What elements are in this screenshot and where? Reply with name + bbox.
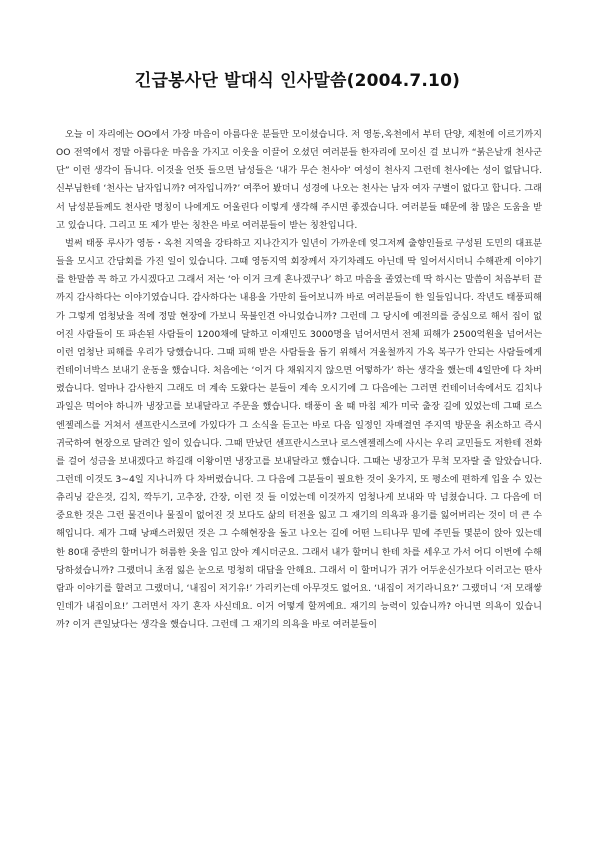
paragraph: 오늘 이 자리에는 OO에서 가장 마음이 아름다운 분들만 모이셨습니다. 저 영동,옥천에서 부터 단양, 제천에 이르기까지 OO 전역에서 정말 아름다운 마음을 가지고 이웃을 이끌어 오셨던 여러분들 한자리에 모이신 걸 보니까 “붉은날개 천사군단” 이런 생각이 듭니다. 이것을 언뜻 들으면 남성들은 ‘내가 무슨 천사야’ 여성이 천사지 그런데 천사에는 성이 없답니다. 신부님한테 ‘천사는 남자입니까? 여자입니까?’ 여쭈어 봤더니 성경에 나오는 천사는 남자 여자 구별이 없다고 합니다. 그래서 남성분들께도 천사란 명칭이 나에게도 어울린다 이렇게 생각해 주시면 좋겠습니다. 여러분들 때문에 참 많은 도움을 받고 있습니다. 그리고 또 제가 받는 칭찬은 바로 여러분들이 받는 칭찬입니다. [56,129,542,231]
document-title: 긴급봉사단 발대식 인사말씀(2004.7.10) [134,71,461,91]
document-body [56,126,542,634]
paragraph: 벌써 태풍 루사가 영동・옥천 지역을 강타하고 지나간지가 일년이 가까운데 엊그저께 출향인들로 구성된 도민의 대표분들을 모시고 간담회를 가진 일이 있습니다. 그때 영동지역 회장께서 자기차례도 아닌데 딱 일어서시더니 수해관계 이야기를 한말씀 꼭 하고 가시겠다고 그래서 저는 ‘아 이거 크게 혼나겠구나’ 하고 마음을 졸였는데 딱 하시는 말씀이 처음부터 끝까지 감사하다는 이야기였습니다. 감사하다는 내용을 가만히 들어보니까 바로 여러분들이 한 일들입니다. 작년도 태풍피해가 그렇게 엄청났을 적에 정말 현장에 가보니 묵불인견 아니었습니까? 그런데 그 당시에 예전의를 중심으로 해서 집이 없어진 사람들이 또 파손된 사람들이 1200채에 달하고 이재민도 3000명을 넘어서면서 전체 피해가 2500억원을 넘어서는 이런 엄청난 피해를 우리가 당했습니다. 그때 피해 받은 사람들을 돕기 위해서 겨울철까지 가옥 복구가 안되는 사람들에게 컨테이너박스 보내기 운동을 했습니다. 처음에는 ‘이거 다 채워지지 않으면 어떻하가’ 하는 생각을 했는데 4일만에 다 차버렸습니다. 얼마나 감사한지 그래도 더 계속 도왔다는 분들이 계속 오시기에 그 다음에는 그러면 컨테이너속에서도 김치나 과일은 먹어야 하니까 냉장고를 보내달라고 주문을 했습니다. 태풍이 올 때 마침 제가 미국 출장 길에 있었는데 그때 로스엔젤레스를 거쳐서 센프란시스코에 가있다가 그 소식을 듣고는 바로 다음 일정인 자매결연 주지역 방문을 취소하고 즉시 귀국하여 현장으로 달려간 일이 있습니다. 그때 만났던 센프란시스코나 로스엔젤레스에 사시는 우리 교민들도 저한테 전화를 걸어 성금을 보내겠다고 하길래 이왕이면 냉장고를 보내달라고 했습니다. 그때는 냉장고가 무척 모자랄 줄 알았습니다. 그런데 이것도 3~4일 지나니까 다 차버렸습니다. 그 다음에 그분들이 필요한 것이 옷가지, 또 평소에 편하게 입을 수 있는 츄리닝 같은것, 김치, 깍두기, 고추장, 간장, 이런 것 들 이었는데 이것까지 엄청나게 보내와 막 넘쳤습니다. 그 다음에 더 중요한 것은 그런 물건이나 물질이 없어진 것 보다도 삶의 터전을 잃고 그 재기의 의욕과 용기를 잃어버리는 것이 더 큰 수해입니다. 제가 그때 낭패스러웠던 것은 그 수해현장을 돌고 나오는 길에 어떤 느티나무 밑에 주민들 몇분이 앉아 있는데 한 80대 중반의 할머니가 허름한 옷을 입고 앉아 계시더군요. 그래서 내가 할머니 한테 차를 세우고 가서 어디 이번에 수해 당하셨습니까? 그랬더니 초점 잃은 눈으로 멍청히 대답을 안해요. 그래서 이 할머니가 귀가 어두운신가보다 이러고는 딴사람과 이야기를 할려고 그랬더니, ‘내집이 저기유!’ 가리키는데 아무것도 없어요. ‘내집이 저기라니요?’ 그랬더니 ‘저 모래쌓인데가 내집이요!’ 그러면서 자기 혼자 사신데요. 이거 어떻게 할꺼예요. 재기의 능력이 있습니까? 아니면 의욕이 있습니까? 이거 큰일났다는 생각을 했습니다. 그런데 그 재기의 의욕을 바로 여러분들이 [56,237,542,631]
